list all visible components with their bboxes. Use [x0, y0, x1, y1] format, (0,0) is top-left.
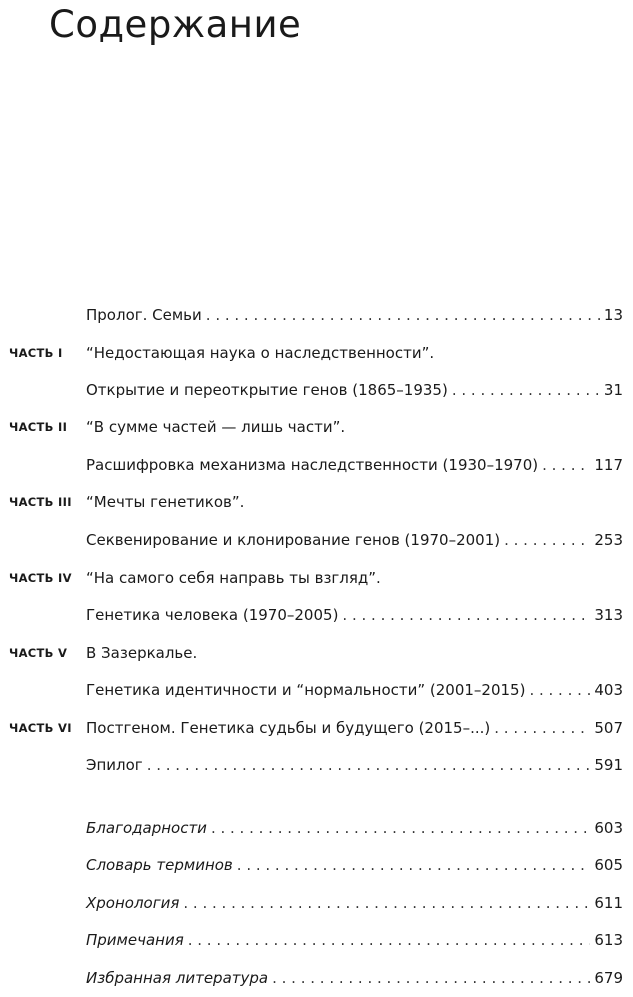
dot-leader	[183, 891, 590, 915]
toc-entry-prologue[interactable]	[0, 303, 633, 327]
page-number: 31	[603, 381, 623, 399]
dot-leader	[237, 853, 591, 877]
part-label: ЧАСТЬ III	[9, 495, 72, 509]
toc-part-4[interactable]	[0, 566, 633, 590]
page-number: 613	[594, 931, 623, 949]
page-number: 13	[603, 306, 623, 324]
toc-entry-notes[interactable]	[0, 928, 633, 952]
page-number: 603	[594, 819, 623, 837]
entry-title: Пролог. Семьи	[86, 306, 202, 324]
toc-entry-part-5-subtitle[interactable]	[0, 678, 633, 702]
toc-part-2[interactable]	[0, 415, 633, 439]
part-label: ЧАСТЬ IV	[9, 571, 72, 585]
entry-title: Эпилог	[86, 756, 143, 774]
dot-leader	[272, 966, 590, 990]
dot-leader	[504, 528, 590, 552]
page-number: 117	[594, 456, 623, 474]
dot-leader	[188, 928, 591, 952]
entry-title: В Зазеркалье.	[86, 644, 198, 662]
entry-title: Генетика человека (1970–2005)	[86, 606, 339, 624]
entry-title: “На самого себя направь ты взгляд”.	[86, 569, 381, 587]
toc-entry-part-3-subtitle[interactable]	[0, 528, 633, 552]
page-number: 591	[594, 756, 623, 774]
dot-leader	[452, 378, 600, 402]
entry-title: Словарь терминов	[86, 856, 233, 874]
dot-leader	[211, 816, 590, 840]
entry-title: Благодарности	[86, 819, 207, 837]
entry-title: Хронология	[86, 894, 180, 912]
page-number: 611	[594, 894, 623, 912]
dot-leader	[542, 453, 590, 477]
dot-leader	[206, 303, 600, 327]
part-label: ЧАСТЬ II	[9, 420, 68, 434]
dot-leader	[494, 716, 590, 740]
toc-entry-part-1-subtitle[interactable]	[0, 378, 633, 402]
page-number: 605	[594, 856, 623, 874]
page-number: 403	[594, 681, 623, 699]
toc-entry-glossary[interactable]	[0, 853, 633, 877]
entry-title: Примечания	[86, 931, 184, 949]
page-number: 253	[594, 531, 623, 549]
toc-part-6[interactable]	[0, 716, 633, 740]
dot-leader	[529, 678, 590, 702]
part-label: ЧАСТЬ VI	[9, 721, 72, 735]
toc-entry-part-2-subtitle[interactable]	[0, 453, 633, 477]
part-label: ЧАСТЬ V	[9, 646, 68, 660]
entry-title: Открытие и переоткрытие генов (1865–1935)	[86, 381, 448, 399]
toc-entry-epilogue[interactable]	[0, 753, 633, 777]
toc-part-5[interactable]	[0, 641, 633, 665]
entry-title: “В сумме частей — лишь части”.	[86, 418, 346, 436]
entry-title: Секвенирование и клонирование генов (1970–2001)	[86, 531, 501, 549]
toc-entry-acknowledgements[interactable]	[0, 816, 633, 840]
toc-part-3[interactable]	[0, 490, 633, 514]
toc-entry-bibliography[interactable]	[0, 966, 633, 990]
toc-entry-chronology[interactable]	[0, 891, 633, 915]
dot-leader	[147, 753, 591, 777]
page-number: 313	[594, 606, 623, 624]
toc-part-1[interactable]	[0, 341, 633, 365]
entry-title: Расшифровка механизма наследственности (1930–1970)	[86, 456, 539, 474]
part-label: ЧАСТЬ I	[9, 346, 63, 360]
toc-entry-part-4-subtitle[interactable]	[0, 603, 633, 627]
entry-title: “Мечты генетиков”.	[86, 493, 245, 511]
page-number: 507	[594, 719, 623, 737]
page-title: Содержание	[49, 3, 302, 46]
entry-title: “Недостающая наука о наследственности”.	[86, 344, 435, 362]
entry-title: Генетика идентичности и “нормальности” (2001–2015)	[86, 681, 526, 699]
entry-title: Избранная литература	[86, 969, 269, 987]
dot-leader	[342, 603, 590, 627]
entry-title: Постгеном. Генетика судьбы и будущего (2015–...)	[86, 719, 491, 737]
page-number: 679	[594, 969, 623, 987]
